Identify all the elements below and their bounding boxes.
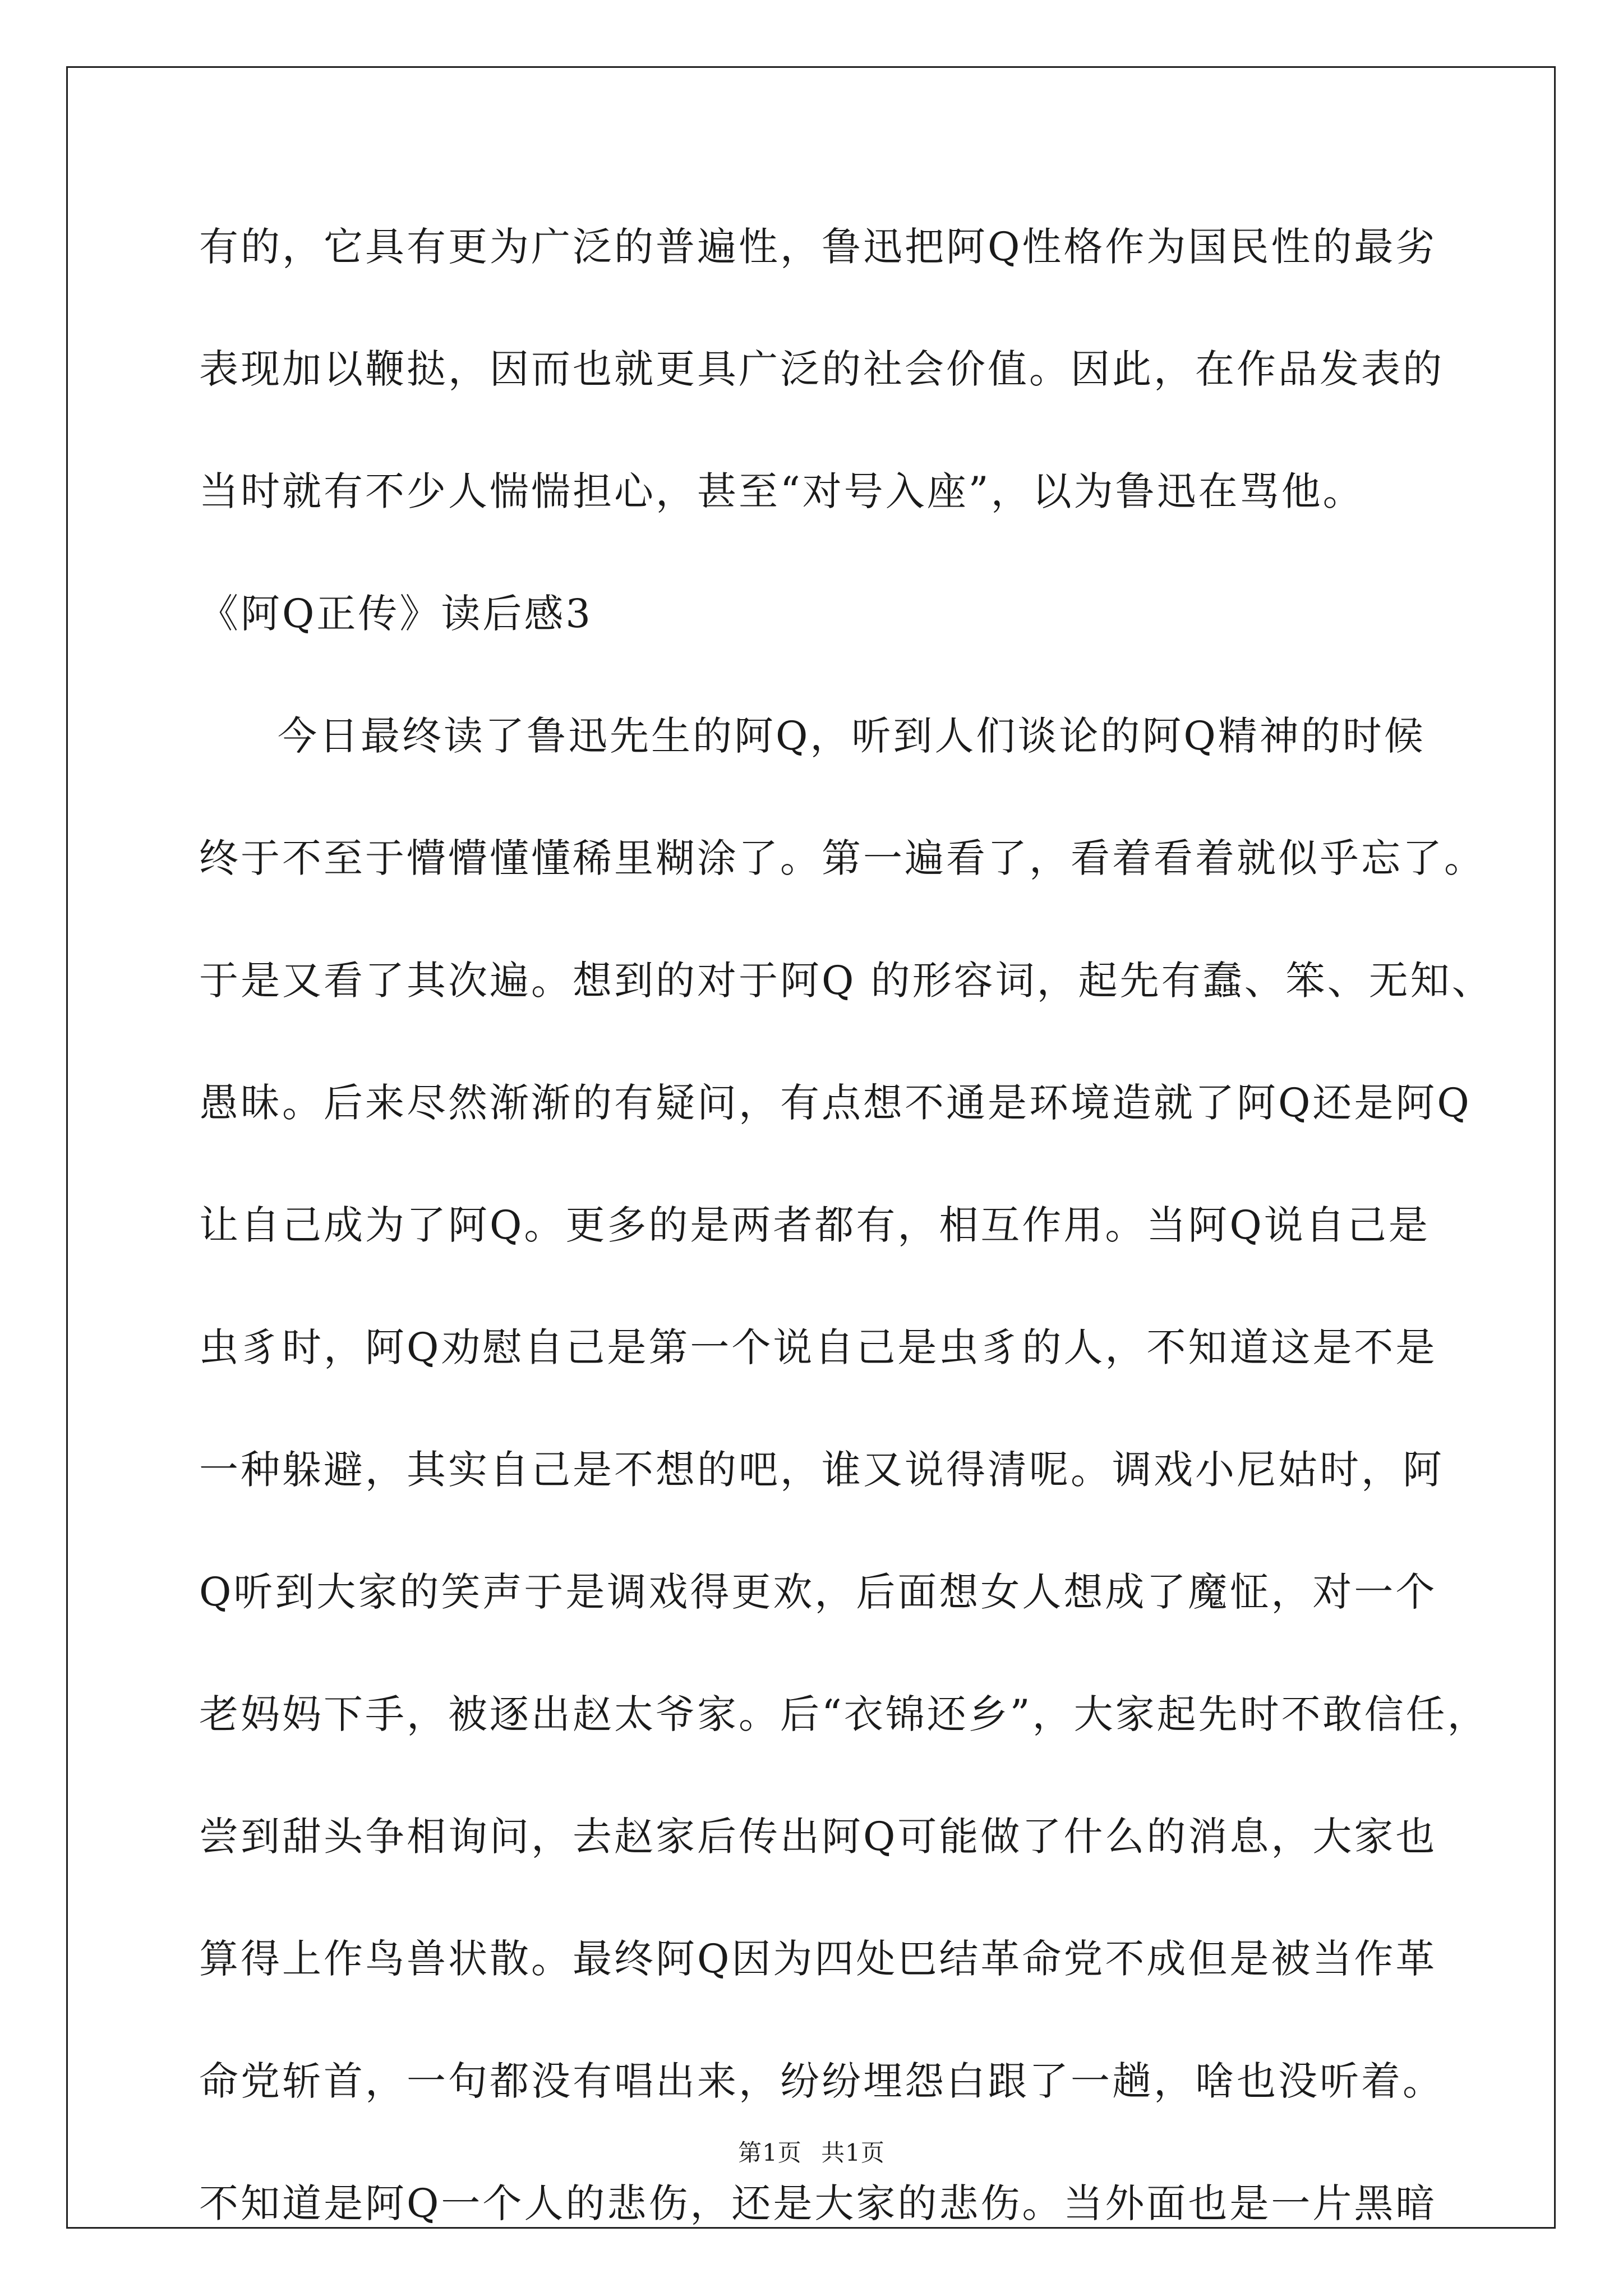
text-line: 算得上作鸟兽状散。最终阿Q因为四处巴结革命党不成但是被当作革 bbox=[199, 1936, 1437, 1982]
text-line: 老妈妈下手，被逐出赵太爷家。后“衣锦还乡”，大家起先时不敢信任， bbox=[199, 1691, 1489, 1737]
text-line: 于是又看了其次遍。想到的对于阿Q 的形容词，起先有蠢、笨、无知、 bbox=[199, 958, 1493, 1004]
page-total: 共1页 bbox=[821, 2139, 885, 2166]
text-line: 命党斩首，一句都没有唱出来，纷纷埋怨白跟了一趟，啥也没听着。 bbox=[199, 2058, 1444, 2104]
text-line: 让自己成为了阿Q。更多的是两者都有，相互作用。当阿Q说自己是 bbox=[199, 1202, 1430, 1248]
text-line: 有的，它具有更为广泛的普遍性，鲁迅把阿Q性格作为国民性的最劣 bbox=[199, 224, 1437, 270]
text-line: 终于不至于懵懵懂懂稀里糊涂了。第一遍看了，看着看着就似乎忘了。 bbox=[199, 835, 1486, 881]
text-line: 虫豸时，阿Q劝慰自己是第一个说自己是虫豸的人，不知道这是不是 bbox=[199, 1324, 1437, 1370]
text-line: 愚昧。后来尽然渐渐的有疑问，有点想不通是环境造就了阿Q还是阿Q bbox=[199, 1080, 1472, 1126]
text-line: 尝到甜头争相询问，去赵家后传出阿Q可能做了什么的消息，大家也 bbox=[199, 1814, 1437, 1860]
text-line: 当时就有不少人惴惴担心，甚至“对号入座”，以为鲁迅在骂他。 bbox=[199, 468, 1364, 514]
page-footer bbox=[0, 2134, 1623, 2168]
page-number: 第1页 bbox=[738, 2139, 802, 2166]
text-line: Q听到大家的笑声于是调戏得更欢，后面想女人想成了魔怔，对一个 bbox=[199, 1569, 1437, 1615]
section-title: 《阿Q正传》读后感3 bbox=[199, 591, 593, 637]
text-line: 表现加以鞭挞，因而也就更具广泛的社会价值。因此，在作品发表的 bbox=[199, 346, 1444, 392]
text-line: 不知道是阿Q一个人的悲伤，还是大家的悲伤。当外面也是一片黑暗 bbox=[199, 2180, 1437, 2226]
document-body bbox=[199, 216, 1493, 2295]
text-line: 今日最终读了鲁迅先生的阿Q，听到人们谈论的阿Q精神的时候 bbox=[278, 713, 1426, 759]
text-line: 一种躲避，其实自己是不想的吧，谁又说得清呢。调戏小尼姑时，阿 bbox=[199, 1447, 1444, 1493]
